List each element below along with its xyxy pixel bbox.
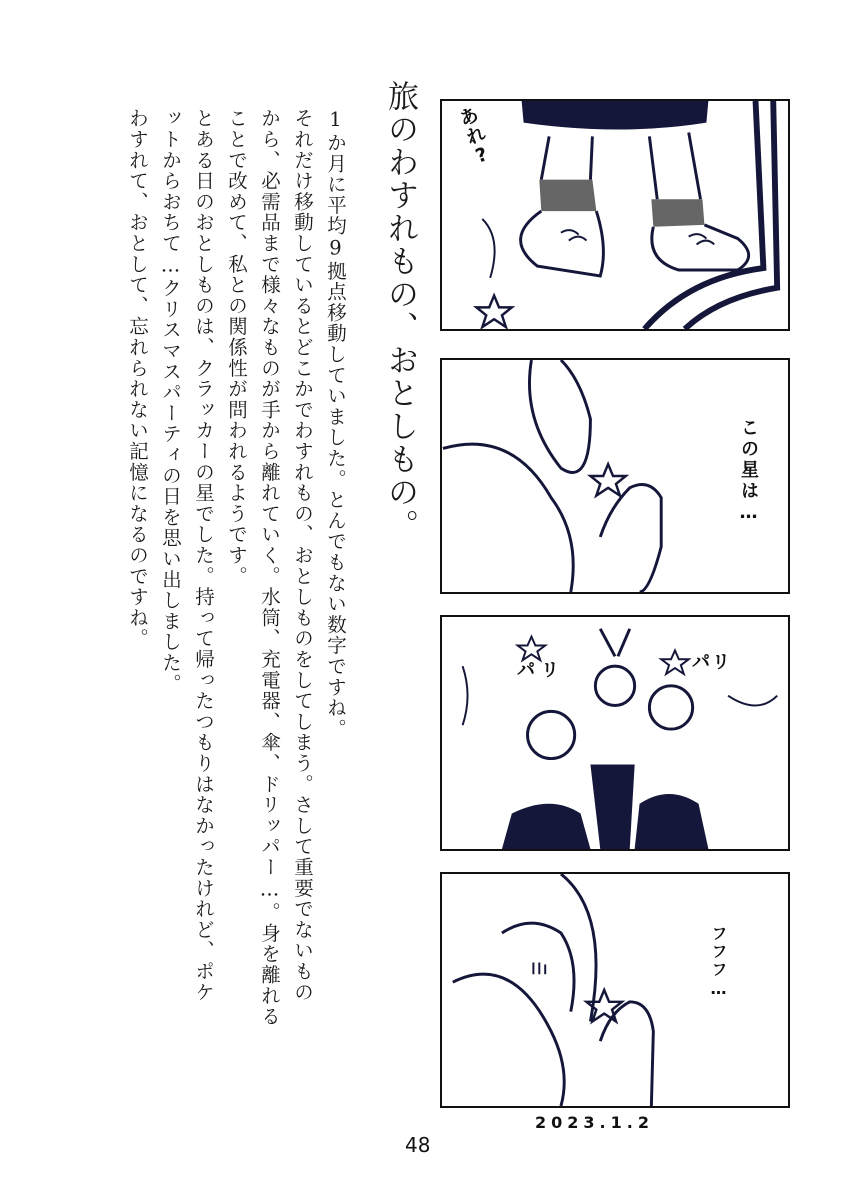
essay-body — [52, 108, 352, 1108]
star-icon — [476, 296, 511, 327]
essay-line: 1か月に平均9拠点移動していました。とんでもない数字ですね。 — [324, 108, 347, 739]
essay-line: ことで改めて、私との関係性が問われるようです。 — [225, 108, 248, 587]
smiling-person-drawing — [442, 874, 788, 1106]
essay-line: とある日のおとしものは、クラッカーの星でした。持って帰ったつもりはなかったけれど、ポケ — [192, 108, 215, 1003]
comic-panel-3 — [440, 615, 790, 851]
panel1-speech: あれ? — [453, 103, 497, 171]
panel3-sfx-left: パリ — [517, 660, 565, 681]
essay-line: から、必需品まで様々なものが手から離れていく。水筒、充電器、傘、ドリッパー…。身を離れる — [258, 108, 281, 1027]
drawing-date: 2023.1.2 — [535, 1113, 654, 1132]
star-icon — [661, 650, 689, 674]
page-title: 旅のわすれもの、おとしもの。 — [382, 80, 418, 542]
panel4-speech: フフフ… — [709, 925, 728, 1000]
feet-drawing — [442, 101, 788, 329]
essay-line: それだけ移動しているとどこかでわすれもの、おとしものをしてしまう。さして重要でないもの — [291, 108, 314, 1003]
page-number: 48 — [405, 1133, 431, 1157]
panel2-speech: この星は… — [738, 418, 759, 526]
essay-line: わすれて、おとして、忘れられない記憶になるのですね。 — [126, 108, 149, 649]
star-icon — [590, 464, 625, 495]
comic-panel-4 — [440, 872, 790, 1108]
panel3-sfx-right: パリ — [692, 652, 732, 673]
essay-line: ットからおちて…クリスマスパーティの日を思い出しました。 — [159, 108, 182, 694]
comic-panel-1 — [440, 99, 790, 331]
party-drawing — [442, 617, 788, 849]
